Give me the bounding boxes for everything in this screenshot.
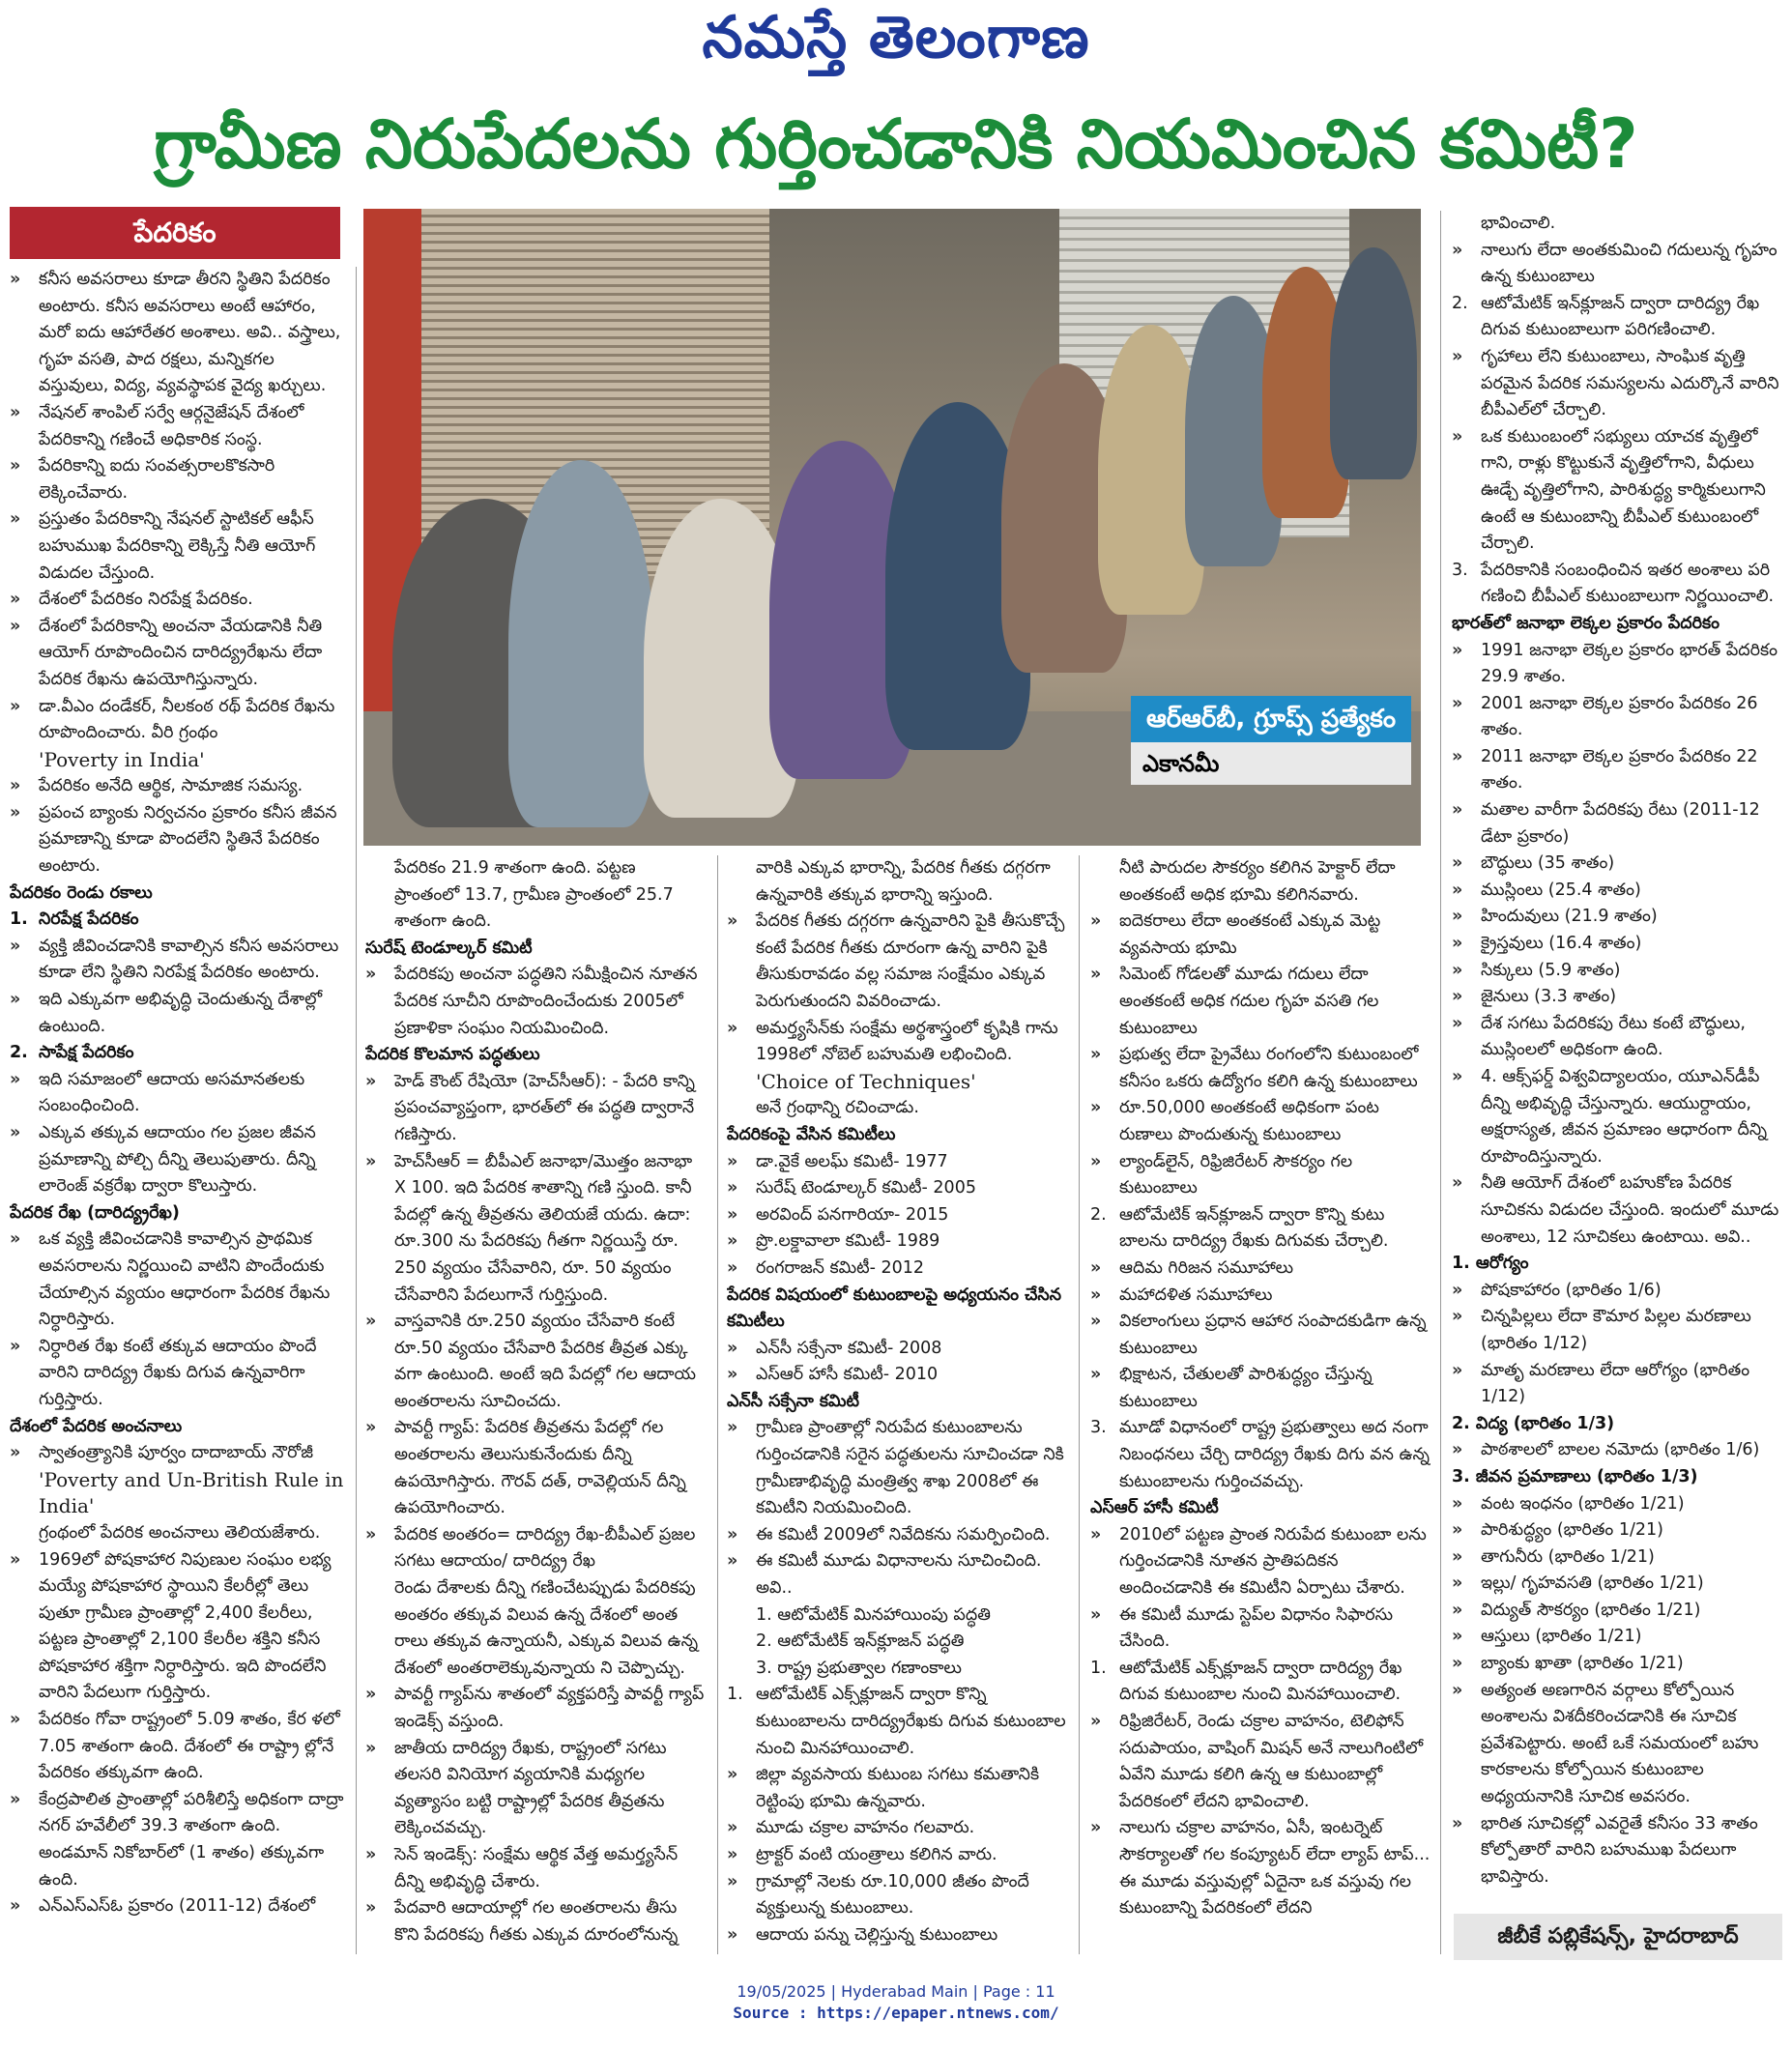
paragraph: » దేశంలో పేదరికాన్ని అంచనా వేయడానికి నీతి ఆయోగ్‌ రూపొందించిన దారిద్య్రరేఖను లేదా పేదరిక రేఖను ఉపయోగిస్తున్నారు. (10, 614, 348, 694)
paragraph: » స్వాతంత్ర్యానికి పూర్వం దాదాబాయ్‌ నౌరోజీ (10, 1440, 348, 1467)
section-banner: పేదరికం (10, 207, 340, 259)
subheading: పేదరికంపై వేసిన కమిటీలు (727, 1124, 896, 1144)
list-item: » ముస్లింలు (25.4 శాతం) (1452, 878, 1786, 905)
paragraph: » ప్రభుత్వ లేదా ప్రైవేటు రంగంలోని కుటుంబంలో కనీసం ఒకరు ఉద్యోగం కలిగి ఉన్న కుటుంబాలు (1090, 1042, 1431, 1095)
heading-text: నిరపేక్ష పేదరికం (39, 909, 139, 930)
subheading: 1. ఆరోగ్యం (1452, 1254, 1529, 1274)
paragraph: » పావర్టీ గ్యాప్‌ను శాతంలో వ్యక్తపరిస్తే పావర్టీ గ్యాప్‌ ఇండెక్స్‌ వస్తుంది. (365, 1682, 706, 1735)
paragraph: » దేశ సగటు పేదరికపు రేటు కంటే బౌద్ధులు, ముస్లింలలో అధికంగా ఉంది. (1452, 1011, 1786, 1064)
item-number: 2. (1090, 1204, 1107, 1225)
caption-subject: ఎకానమీ (1131, 742, 1411, 785)
paragraph: రెండు దేశాలకు దీన్ని గణించేటప్పుడు పేదరికపు అంతరం తక్కువ విలువ ఉన్న దేశంలో అంత రాలు తక్కువ ఉన్నాయనీ, ఎక్కువ విలువ ఉన్న దేశంలో అంతరాలెక్కువున్నాయ ని చెప్పొచ్చు. (394, 1578, 699, 1678)
paragraph: » ఆదాయ పన్ను చెల్లిస్తున్న కుటుంబాలు (727, 1922, 1067, 1949)
paragraph: » 2010లో పట్టణ ప్రాంత నిరుపేద కుటుంబా లను గుర్తించడానికి నూతన ప్రాతిపదికన అందించడానికి ఈ కమిటీని ఏర్పాటు చేశారు. (1090, 1522, 1431, 1602)
column-divider (717, 855, 718, 1954)
paragraph: » సెన్‌ ఇండెక్స్‌: సంక్షేమ ఆర్థిక వేత్త అమర్త్యసేన్‌ దీన్ని అభివృద్ధి చేశారు. (365, 1842, 706, 1895)
paragraph: » నాలుగు లేదా అంతకుమించి గదులున్న గృహం ఉన్న కుటుంబాలు (1452, 238, 1786, 291)
numbered-paragraph (1090, 1656, 1431, 1709)
item-number: 2. (10, 1043, 28, 1063)
numbered-paragraph (1090, 1202, 1431, 1255)
paragraph: » ఎక్కువ తక్కువ ఆదాయం గల ప్రజల జీవన ప్రమాణాన్ని పోల్చి దీన్ని తెలుపుతారు. దీన్ని లారెంజ్‌ వక్రరేఖ ద్వారా కొలుస్తారు. (10, 1120, 348, 1200)
paragraph: » మూడు చక్రాల వాహనం గలవారు. (727, 1815, 1067, 1842)
paragraph: » దేశంలో పేదరికం నిరపేక్ష పేదరికం. (10, 587, 348, 614)
subheading: పేదరిక కొలమాన పద్ధతులు (365, 1045, 540, 1065)
list-item: » క్రైస్తవులు (16.4 శాతం) (1452, 931, 1786, 958)
paragraph: » గ్రామాల్లో నెలకు రూ.10,000 జీతం పొందే వ్యక్తులున్న కుటుంబాలు. (727, 1869, 1067, 1922)
paragraph: » ఆదిమ గిరిజన సమూహాలు (1090, 1255, 1431, 1283)
list-item: » ఎస్‌ఆర్‌ హాసీ కమిటీ- 2010 (727, 1362, 1067, 1389)
paragraph: వారికి ఎక్కువ భారాన్ని, పేదరిక గీతకు దగ్గరగా ఉన్నవారికి తక్కువ భారాన్ని ఇస్తుంది. (756, 858, 1051, 905)
list-item: » రంగరాజన్‌ కమిటీ- 2012 (727, 1255, 1067, 1283)
item-number: 2. (1452, 293, 1468, 313)
book-title: 'Choice of Techniques' (756, 1069, 976, 1093)
heading-text: సాపేక్ష పేదరికం (39, 1043, 134, 1063)
numbered-paragraph (1452, 558, 1786, 611)
item-number: 3. (1452, 560, 1468, 580)
paragraph: » రిఫ్రిజిరేటర్‌, రెండు చక్రాల వాహనం, టెలిఫోన్‌ సదుపాయం, వాషింగ్‌ మిషన్‌ అనే నాలుగింటిలో ఏవేని మూడు కలిగి ఉన్న ఆ కుటుంబాల్లో పేదరికంలో లేదని భావించాలి. (1090, 1709, 1431, 1815)
paragraph: » ఈ కమిటీ మూడు స్టెప్‌ల విధానం సిఫారసు చేసింది. (1090, 1602, 1431, 1656)
paragraph: » పేదరికం అనేది ఆర్థిక, సామాజిక సమస్య. (10, 773, 348, 800)
item-number: 1. (1090, 1658, 1107, 1678)
subheading: 3. జీవన ప్రమాణాలు (భారితం 1/3) (1452, 1466, 1698, 1486)
list-item: » పారిశుద్ధ్యం (భారితం 1/21) (1452, 1517, 1786, 1544)
paragraph: » ఇది ఎక్కువగా అభివృద్ధి చెందుతున్న దేశాల్లో ఉంటుంది. (10, 987, 348, 1040)
paragraph: » ఈ కమిటీ మూడు విధానాలను సూచించింది. అవి.. (727, 1548, 1067, 1602)
subheading: ఎస్‌ఆర్‌ హాసీ కమిటీ (1090, 1498, 1219, 1518)
paragraph: పేదరికం 21.9 శాతంగా ఉంది. పట్టణ ప్రాంతంలో 13.7, గ్రామీణ ప్రాంతంలో 25.7 శాతంగా ఉంది. (394, 858, 674, 932)
paragraph: » డా.వీఎం దండేకర్‌, నీలకంఠ రథ్‌ పేదరిక రేఖను రూపొందించారు. వీరి గ్రంథం (10, 694, 348, 747)
paragraph: » ఒక కుటుంబంలో సభ్యులు యాచక వృత్తిలో గాని, రాళ్లు కొట్టుకునే వృత్తిలోగాని, వీధులు ఊడ్చే వృత్తిలోగాని, పారిశుద్ధ్య కార్మికులుగాని ఉంటే ఆ కుటుంబాన్ని బీపీఎల్‌ కుటుంబంలో చేర్చాలి. (1452, 424, 1786, 558)
paragraph: » నేషనల్‌ శాంపిల్‌ సర్వే ఆర్గనైజేషన్‌ దేశంలో పేదరికాన్ని గణించే అధికారిక సంస్థ. (10, 400, 348, 453)
paragraph: » 1969లో పోషకాహార నిపుణుల సంఘం లభ్య మయ్యే పోషకాహార స్థాయిని కేలరీల్లో తెలు పుతూ గ్రామీణ ప్రాంతాల్లో 2,400 కేలరీలు, పట్టణ ప్రాంతాల్లో 2,100 కేలరీల శక్తిని కనీస పోషకాహార శక్తిగా నిర్ధారిస్తారు. ఇది పొందలేని వారిని పేదలుగా గుర్తిస్తారు. (10, 1547, 348, 1708)
caption-title: ఆర్‌ఆర్‌బీ, గ్రూప్స్‌ ప్రత్యేకం (1131, 696, 1411, 742)
paragraph: » ల్యాండ్‌లైన్‌, రిఫ్రిజిరేటర్‌ సౌకర్యం గల కుటుంబాలు (1090, 1149, 1431, 1202)
column-divider (1079, 855, 1080, 1954)
list-item: » ప్రొ.లక్డావాలా కమిటీ- 1989 (727, 1228, 1067, 1255)
paragraph: » జాతీయ దారిద్య్ర రేఖకు, రాష్ట్రంలో సగటు తలసరి వినియోగ వ్యయానికి మధ్యగల వ్యత్యాసం బట్టి రాష్ట్రాల్లో పేదరిక తీవ్రతను లెక్కించవచ్చు. (365, 1736, 706, 1842)
article-column-4 (1090, 855, 1431, 1954)
list-item: » మతాల వారీగా పేదరికపు రేటు (2011-12 డేటా ప్రకారం) (1452, 797, 1786, 851)
paragraph: » కనీస అవసరాలు కూడా తీరని స్థితిని పేదరికం అంటారు. కనీస అవసరాలు అంటే ఆహారం, మరో ఐదు ఆహారేతర అంశాలు. అవి.. వస్త్రాలు, గృహ వసతి, పాద రక్షలు, మన్నికగల వస్తువులు, విద్య, వ్యవస్థాపక వైద్య ఖర్చులు. (10, 267, 348, 400)
paragraph: భావించాలి. (1481, 214, 1556, 233)
item-number: 1. (727, 1685, 743, 1705)
book-title: 'Poverty in India' (39, 747, 205, 771)
paragraph-text: ఆటోమేటిక్‌ ఎక్స్‌క్లూజన్‌ ద్వారా కొన్ని కుటుంబాలను దారిద్య్రరేఖకు దిగువ కుటుంబాల నుంచి మినహాయించాలి. (756, 1685, 1066, 1758)
paragraph-text: ఆటోమేటిక్‌ ఎక్స్‌క్లూజన్‌ ద్వారా దారిద్య్ర రేఖ దిగువ కుటుంబాల నుంచి మినహాయించాలి. (1119, 1658, 1402, 1705)
column-divider (356, 267, 357, 1954)
photo-person (508, 460, 653, 827)
paragraph: » ట్రాక్టర్‌ వంటి యంత్రాలు కలిగిన వారు. (727, 1842, 1067, 1869)
list-item: » 2001 జనాభా లెక్కల ప్రకారం పేదరికం 26 శాతం. (1452, 691, 1786, 744)
paragraph: » వాస్తవానికి రూ.250 వ్యయం చేసేవారి కంటే రూ.50 వ్యయం చేసేవారి పేదరిక తీవ్రత ఎక్కు వగా ఉంటుంది. అంటే ఇది పేదల్లో గల ఆదాయ అంతరాలను సూచించదు. (365, 1309, 706, 1415)
list-item: » బ్యాంకు ఖాతా (భారితం 1/21) (1452, 1651, 1786, 1678)
column-divider (1440, 211, 1441, 1954)
paragraph: » హెడ్‌ కౌంట్‌ రేషియో (హెచ్‌సీఆర్‌): - పేదరి కాన్ని ప్రపంచవ్యాప్తంగా, భారత్‌లో ఈ పద్ధతి ద్వారానే గణిస్తారు. (365, 1069, 706, 1149)
paragraph: » రూ.50,000 అంతకంటే అధికంగా పంట రుణాలు పొందుతున్న కుటుంబాలు (1090, 1095, 1431, 1148)
paragraph: » పేదరికాన్ని ఐదు సంవత్సరాలకొకసారి లెక్కించేవారు. (10, 453, 348, 506)
paragraph: » పేదరిక గీతకు దగ్గరగా ఉన్నవారిని పైకి తీసుకొచ్చే కంటే పేదరిక గీతకు దూరంగా ఉన్న వారిని పైకి తీసుకురావడం వల్ల సమాజ సంక్షేమం ఎక్కువ పెరుగుతుందని వివరించాడు. (727, 909, 1067, 1015)
paragraph: » పేదరికం గోవా రాష్ట్రంలో 5.09 శాతం, కేర ళలో 7.05 శాతంగా ఉంది. దేశంలో ఈ రాష్ట్రా ల్లోనే పేదరికం తక్కువగా ఉంది. (10, 1707, 348, 1787)
publisher-credit: జీబీకే పబ్లికేషన్స్‌, హైదరాబాద్‌ (1454, 1914, 1782, 1960)
subheading: ఎన్‌సీ సక్సేనా కమిటీ (727, 1391, 860, 1411)
subheading: పేదరిక రేఖ (దారిద్య్రరేఖ) (10, 1202, 180, 1223)
paragraph: నీటి పారుదల సౌకర్యం కలిగిన హెక్టార్‌ లేదా అంతకంటే అధిక భూమి కలిగినవారు. (1119, 858, 1396, 905)
list-item: 3. రాష్ట్ర ప్రభుత్వాల గణాంకాలు (756, 1658, 962, 1678)
list-item: » జైనులు (3.3 శాతం) (1452, 984, 1786, 1011)
paragraph-text: ఆటోమేటిక్‌ ఇన్‌క్లూజన్‌ ద్వారా కొన్ని కుటు బాలను దారిద్య్ర రేఖకు దిగువకు చేర్చాలి. (1119, 1204, 1389, 1252)
book-title: 'Poverty and Un-British Rule in India' (39, 1467, 344, 1518)
footer-date-edition: 19/05/2025 | Hyderabad Main | Page : 11 (737, 1982, 1055, 2001)
paragraph: » వ్యక్తి జీవించడానికి కావాల్సిన కనీస అవసరాలు కూడా లేని స్థితిని నిరపేక్ష పేదరికం అంటారు. (10, 934, 348, 987)
paragraph: » మహాదళిత సమూహాలు (1090, 1283, 1431, 1310)
paragraph: » ప్రపంచ బ్యాంకు నిర్వచనం ప్రకారం కనీస జీవన ప్రమాణాన్ని కూడా పొందలేని స్థితినే పేదరికం అంటారు. (10, 800, 348, 880)
paragraph: » గృహాలు లేని కుటుంబాలు, సాంఘిక వృత్తి పరమైన పేదరిక సమస్యలను ఎదుర్కొనే వారిని బీపీఎల్‌లో చేర్చాలి. (1452, 344, 1786, 424)
list-item: » ఎన్‌సీ సక్సేనా కమిటీ- 2008 (727, 1336, 1067, 1363)
paragraph: » హెచ్‌సీఆర్‌ = బీపీఎల్‌ జనాభా/మొత్తం జనాభా X 100. ఇది పేదరిక శాతాన్ని గణి స్తుంది. కానీ పేదల్లో ఉన్న తీవ్రతను తెలియజే యదు. ఉదా: రూ.300 ను పేదరికపు గీతగా నిర్ణయిస్తే రూ. 250 వ్యయం చేసేవారిని, రూ. 50 వ్యయం చేసేవారిని పేదలుగానే గుర్తిస్తుంది. (365, 1149, 706, 1310)
masthead-title: నమస్తే తెలంగాణ (702, 4, 1090, 72)
paragraph: » 4. ఆక్స్‌ఫర్డ్‌ విశ్వవిద్యాలయం, యూఎన్‌డీపీ దీన్ని అభివృద్ధి చేస్తున్నారు. ఆయుర్దాయం, అక్షరాస్యత, జీవన ప్రమాణం ఆధారంగా దీన్ని రూపొందిస్తున్నారు. (1452, 1064, 1786, 1170)
paragraph: » పావర్టీ గ్యాప్‌: పేదరిక తీవ్రతను పేదల్లో గల అంతరాలను తెలుసుకునేందుకు దీన్ని ఉపయోగిస్తారు. గౌరవ్‌ దత్‌, రావెల్లియన్‌ దీన్ని ఉపయోగించారు. (365, 1415, 706, 1521)
subheading: దేశంలో పేదరిక అంచనాలు (10, 1416, 183, 1436)
paragraph: » ఐదెకరాలు లేదా అంతకంటే ఎక్కువ మెట్ట వ్యవసాయ భూమి (1090, 909, 1431, 962)
photo-person (1330, 247, 1417, 479)
paragraph: » నాలుగు చక్రాల వాహనం, ఏసీ, ఇంటర్నెట్‌ సౌకర్యాలతో గల కంప్యూటర్‌ లేదా ల్యాప్‌ టాప్‌... ఈ మూడు వస్తువుల్లో ఏదైనా ఒక వస్తువు గల కుటుంబాన్ని పేదరికంలో లేదని (1090, 1815, 1431, 1921)
list-item: » సురేష్‌ టెండూల్కర్‌ కమిటీ- 2005 (727, 1175, 1067, 1202)
footer-source-link[interactable]: Source : https://epaper.ntnews.com/ (733, 2004, 1059, 2022)
list-item: » విద్యుత్‌ సౌకర్యం (భారితం 1/21) (1452, 1598, 1786, 1625)
list-item: » పాఠశాలలో బాలల నమోదు (భారితం 1/6) (1452, 1437, 1786, 1464)
paragraph: » పేదవారి ఆదాయాల్లో గల అంతరాలను తీసు కొని పేదరికపు గీతకు ఎక్కువ దూరంలోనున్న (365, 1895, 706, 1948)
article-column-1 (10, 267, 348, 1954)
paragraph: » పేదరిక అంతరం= దారిద్య్ర రేఖ-బీపీఎల్‌ ప్రజల సగటు ఆదాయం/ దారిద్య్ర రేఖ (365, 1522, 706, 1575)
paragraph-text: పేదరికానికి సంబంధించిన ఇతర అంశాలు పరి గణించి బీపీఎల్‌ కుటుంబాలుగా నిర్ణయించాలి. (1481, 560, 1775, 607)
list-item: » ఇల్లు/ గృహవసతి (భారితం 1/21) (1452, 1571, 1786, 1598)
paragraph: » ఒక వ్యక్తి జీవించడానికి కావాల్సిన ప్రాథమిక అవసరాలను నిర్ణయించి వాటిని పొందేందుకు చేయాల్సిన వ్యయం ఆధారంగా పేదరిక రేఖను నిర్ధారిస్తారు. (10, 1227, 348, 1333)
list-item: » బౌద్ధులు (35 శాతం) (1452, 851, 1786, 878)
headline: గ్రామీణ నిరుపేదలను గుర్తించడానికి నియమించిన కమిటీ? (154, 104, 1638, 184)
list-item: » వంట ఇంధనం (భారితం 1/21) (1452, 1491, 1786, 1518)
list-item: » మాతృ మరణాలు లేదా ఆరోగ్యం (భారితం 1/12) (1452, 1358, 1786, 1411)
subheading: 2. విద్య (భారితం 1/3) (1452, 1413, 1615, 1433)
list-item: » 1991 జనాభా లెక్కల ప్రకారం భారత్‌ పేదరికం 29.9 శాతం. (1452, 638, 1786, 691)
subheading: భారత్‌లో జనాభా లెక్కల ప్రకారం పేదరికం (1452, 613, 1720, 633)
item-number: 3. (1090, 1418, 1107, 1438)
list-item: » హిందువులు (21.9 శాతం) (1452, 904, 1786, 931)
numbered-paragraph (727, 1682, 1067, 1762)
paragraph: » జిల్లా వ్యవసాయ కుటుంబ సగటు కమతానికి రెట్టింపు భూమి ఉన్నవారు. (727, 1762, 1067, 1815)
paragraph: » అమర్త్యసేన్‌కు సంక్షేమ అర్థశాస్త్రంలో కృషికి గాను 1998లో నోబెల్‌ బహుమతి లభించింది. (727, 1016, 1067, 1069)
subheading: పేదరికం రెండు రకాలు (10, 882, 153, 903)
list-item: » ఆస్తులు (భారితం 1/21) (1452, 1624, 1786, 1651)
paragraph: » సిమెంట్‌ గోడలతో మూడు గదులు లేదా అంతకంటే అధిక గదుల గృహ వసతి గల కుటుంబాలు (1090, 962, 1431, 1042)
paragraph: » నిర్ధారిత రేఖ కంటే తక్కువ ఆదాయం పొందే వారిని దారిద్య్ర రేఖకు దిగువ ఉన్నవారిగా గుర్తిస్తారు. (10, 1334, 348, 1414)
list-item: » తాగునీరు (భారితం 1/21) (1452, 1544, 1786, 1572)
paragraph: » ఎన్‌ఎస్‌ఎస్‌ఓ ప్రకారం (2011-12) దేశంలో (10, 1893, 348, 1920)
paragraph-text: మూడో విధానంలో రాష్ట్ర ప్రభుత్వాలు అద నంగా నిబంధనలు చేర్చి దారిద్య్ర రేఖకు దిగు వన ఉన్న కుటుంబాలను గుర్తించవచ్చు. (1119, 1418, 1430, 1491)
masthead-logo (0, 4, 1792, 85)
list-item: » అరవింద్‌ పనగారియా- 2015 (727, 1202, 1067, 1229)
list-item: » సిక్కులు (5.9 శాతం) (1452, 958, 1786, 985)
subheading: పేదరిక విషయంలో కుటుంబాలపై అధ్యయనం చేసిన కమిటీలు (727, 1284, 1062, 1332)
numbered-paragraph (1090, 1415, 1431, 1495)
page-footer (0, 1981, 1792, 2024)
numbered-paragraph (1452, 291, 1786, 344)
subheading: సురేష్‌ టెండూల్కర్‌ కమిటీ (365, 938, 533, 958)
paragraph: » ఇది సమాజంలో ఆదాయ అసమానతలకు సంబంధించింది. (10, 1067, 348, 1120)
paragraph-text: ఆటోమేటిక్‌ ఇన్‌క్లూజన్‌ ద్వారా దారిద్య్ర రేఖ దిగువ కుటుంబాలుగా పరిగణించాలి. (1481, 293, 1760, 340)
paragraph: » వికలాంగులు ప్రధాన ఆహార సంపాదకుడిగా ఉన్న కుటుంబాలు (1090, 1309, 1431, 1362)
article-column-5 (1452, 211, 1786, 1931)
list-item: » చిన్నపిల్లలు లేదా కౌమార పిల్లల మరణాలు (భారితం 1/12) (1452, 1304, 1786, 1357)
article-column-2 (365, 855, 706, 1954)
numbered-heading (10, 907, 348, 934)
paragraph: » అత్యంత అణగారిన వర్గాలు కోల్పోయిన అంశాలను విశదీకరించడానికి ఈ సూచిక ప్రవేశపెట్టారు. అంటే ఒకే సమయంలో బహు కారకాలను కోల్పోయిన కుటుంబాల అధ్యయనానికి సూచిక అవసరం. (1452, 1678, 1786, 1811)
paragraph: » పేదరికపు అంచనా పద్ధతిని సమీక్షించిన నూతన పేదరిక సూచీని రూపొందించేందుకు 2005లో ప్రణాళికా సంఘం నియమించింది. (365, 962, 706, 1042)
paragraph: » భారిత సూచికల్లో ఎవరైతే కనీసం 33 శాతం కోల్పోతారో వారిని బహుముఖ పేదలుగా భావిస్తారు. (1452, 1811, 1786, 1891)
list-item: » పోషకాహారం (భారితం 1/6) (1452, 1278, 1786, 1305)
paragraph: » భిక్షాటన, చేతులతో పారిశుద్ధ్యం చేస్తున్న కుటుంబాలు (1090, 1362, 1431, 1415)
list-item: » 2011 జనాభా లెక్కల ప్రకారం పేదరికం 22 శాతం. (1452, 744, 1786, 797)
photo-caption (1131, 696, 1411, 785)
list-item: 1. ఆటోమేటిక్‌ మినహాయింపు పద్ధతి (756, 1604, 991, 1625)
paragraph: » గ్రామీణ ప్రాంతాల్లో నిరుపేద కుటుంబాలను గుర్తించడానికి సరైన పద్ధతులను సూచించడా నికి గ్రామీణాభివృద్ధి మంత్రిత్వ శాఖ 2008లో ఈ కమిటీని నియమించింది. (727, 1415, 1067, 1521)
paragraph: గ్రంథంలో పేదరిక అంచనాలు తెలియజేశారు. (39, 1522, 321, 1543)
list-item: 2. ఆటోమేటిక్‌ ఇన్‌క్లూజన్‌ పద్ధతి (756, 1631, 965, 1652)
list-item: » డా.వైకే అలఘ్‌ కమిటీ- 1977 (727, 1149, 1067, 1176)
paragraph: అనే గ్రంథాన్ని రచించాడు. (756, 1098, 919, 1118)
paragraph: » కేంద్రపాలిత ప్రాంతాల్లో పరిశీలిస్తే అధికంగా దాద్రా నగర్‌ హవేలీలో 39.3 శాతంగా ఉంది. అండమాన్‌ నికోబార్‌లో (1 శాతం) తక్కువగా ఉంది. (10, 1787, 348, 1893)
numbered-heading (10, 1040, 348, 1067)
paragraph: » ప్రస్తుతం పేదరికాన్ని నేషనల్‌ స్టాటికల్‌ ఆఫీస్‌ బహుముఖ పేదరికాన్ని లెక్కిస్తే నీతి ఆయోగ్‌ విడుదల చేస్తుంది. (10, 506, 348, 587)
article-column-3 (727, 855, 1067, 1954)
item-number: 1. (10, 909, 28, 930)
paragraph: » ఈ కమిటీ 2009లో నివేదికను సమర్పించింది. (727, 1522, 1067, 1549)
paragraph: » నీతి ఆయోగ్‌ దేశంలో బహుకోణ పేదరిక సూచికను విడుదల చేస్తుంది. ఇందులో మూడు అంశాలు, 12 సూచికలు ఉంటాయి. అవి.. (1452, 1170, 1786, 1251)
